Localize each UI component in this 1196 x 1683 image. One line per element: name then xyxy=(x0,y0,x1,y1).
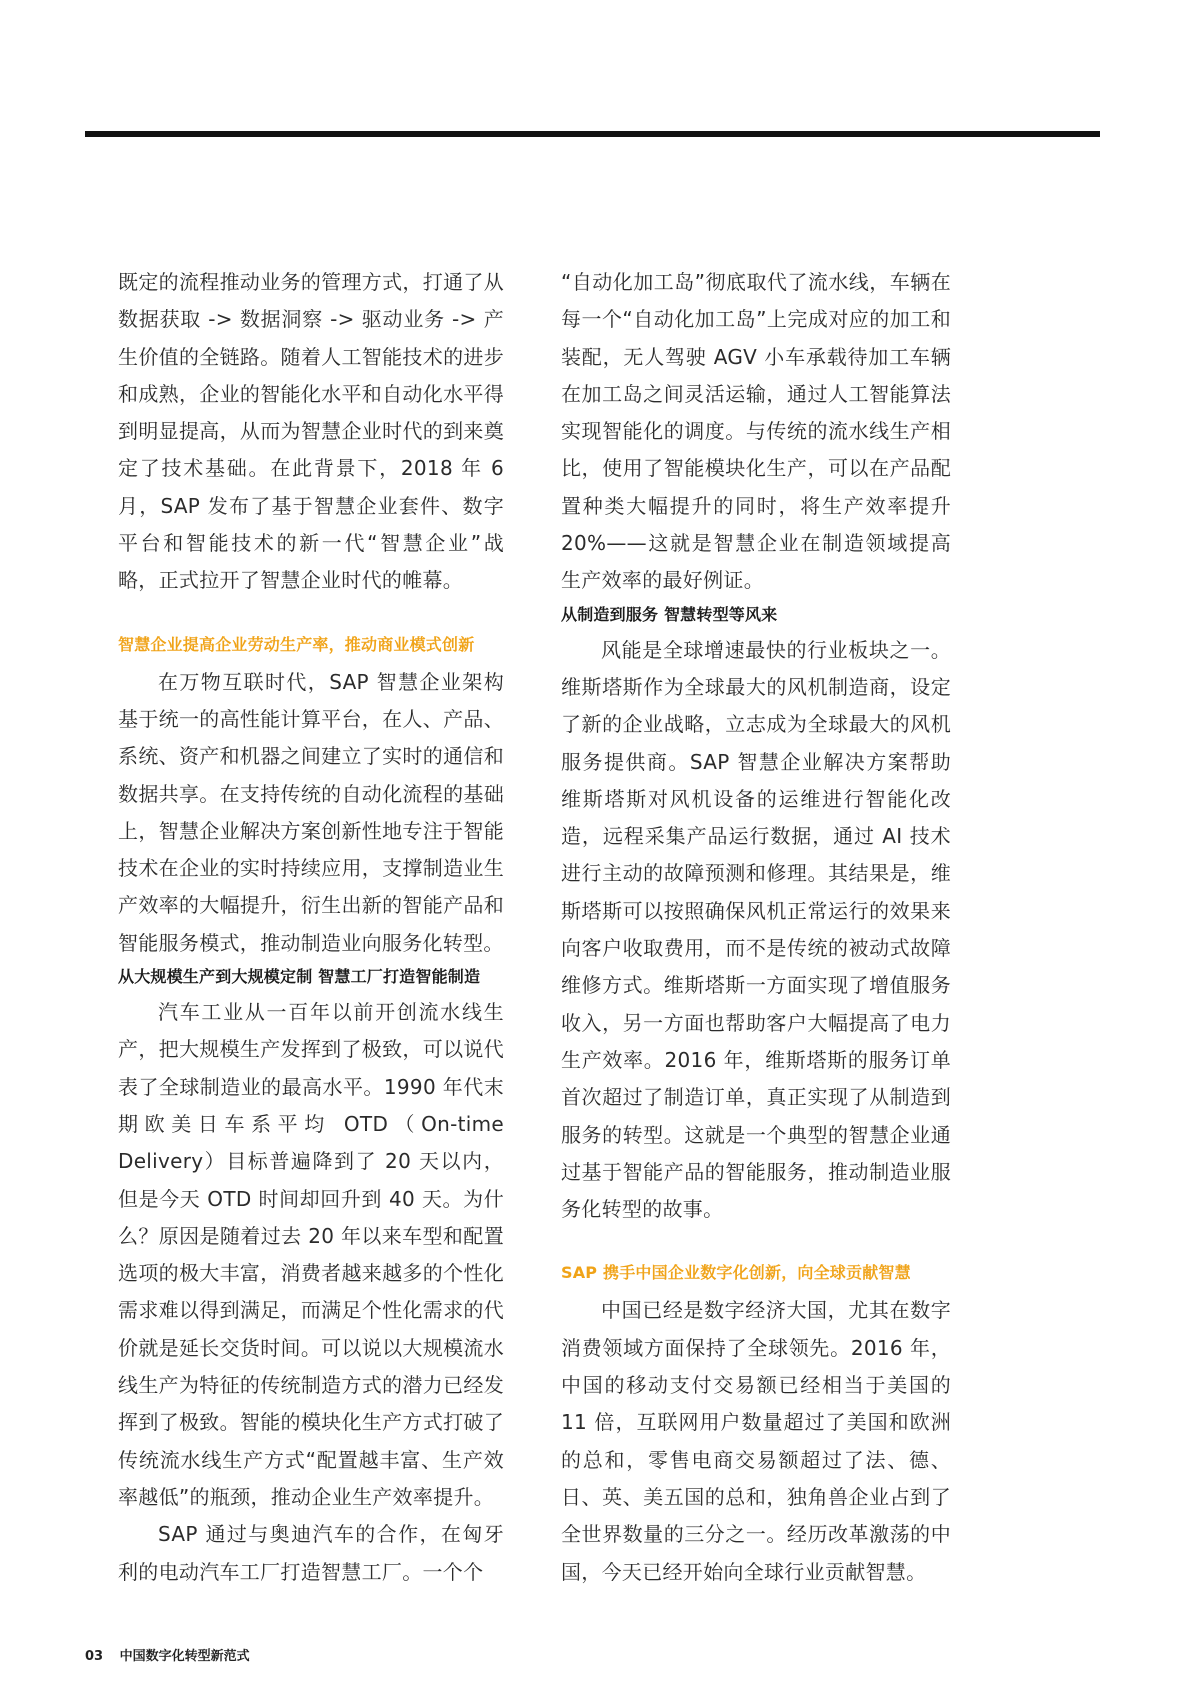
section-heading-sap-china: SAP 携手中国企业数字化创新，向全球贡献智慧 xyxy=(561,1263,911,1283)
top-rule xyxy=(85,131,1100,137)
left-paragraph-3: 汽车工业从一百年以前开创流水线生产，把大规模生产发挥到了极致，可以说代表了全球制造业的最高水平。1990 年代末期欧美日车系平均 OTD（On-time Delivery）目标普遍降到了 20 天以内，但是今天 OTD 时间却回升到 40 天。为什么？原因是随着过去 20 年以来车型和配置选项的极大丰富，消费者越来越多的个性化需求难以得到满足，而满足个性化需求的代价就是延长交货时间。可以说以大规模流水线生产为特征的传统制造方式的潜力已经发挥到了极致。智能的模块化生产方式打破了传统流水线生产方式“配置越丰富、生产效率越低”的瓶颈，推动企业生产效率提升。 xyxy=(118,1000,504,1509)
left-paragraph-4: SAP 通过与奥迪汽车的合作，在匈牙利的电动汽车工厂打造智慧工厂。一个个 xyxy=(118,1522,504,1584)
left-column xyxy=(118,264,504,1591)
right-paragraph-2: 风能是全球增速最快的行业板块之一。维斯塔斯作为全球最大的风机制造商，设定了新的企业战略，立志成为全球最大的风机服务提供商。SAP 智慧企业解决方案帮助维斯塔斯对风机设备的运维进行智能化改造，远程采集产品运行数据，通过 AI 技术进行主动的故障预测和修理。其结果是，维斯塔斯可以按照确保风机正常运行的效果来向客户收取费用，而不是传统的被动式故障维修方式。维斯塔斯一方面实现了增值服务收入，另一方面也帮助客户大幅提高了电力生产效率。2016 年，维斯塔斯的服务订单首次超过了制造订单，真正实现了从制造到服务的转型。这就是一个典型的智慧企业通过基于智能产品的智能服务，推动制造业服务化转型的故事。 xyxy=(561,637,951,1222)
publication-title: 中国数字化转型新范式 xyxy=(119,1649,250,1664)
section-heading-smart-enterprise: 智慧企业提高企业劳动生产率，推动商业模式创新 xyxy=(118,634,475,654)
page-footer xyxy=(85,1645,250,1664)
left-paragraph-1: 既定的流程推动业务的管理方式，打通了从数据获取 -> 数据洞察 -> 驱动业务 -> 产生价值的全链路。随着人工智能技术的进步和成熟，企业的智能化水平和自动化水平得到明显提高，从而为智慧企业时代的到来奠定了技术基础。在此背景下，2018 年 6 月，SAP 发布了基于智慧企业套件、数字平台和智能技术的新一代“智慧企业”战略，正式拉开了智慧企业时代的帷幕。 xyxy=(118,270,504,593)
page-number: 03 xyxy=(85,1649,104,1664)
right-paragraph-1: “自动化加工岛”彻底取代了流水线，车辆在每一个“自动化加工岛”上完成对应的加工和装配，无人驾驶 AGV 小车承载待加工车辆在加工岛之间灵活运输，通过人工智能算法实现智能化的调度。与传统的流水线生产相比，使用了智能模块化生产，可以在产品配置种类大幅提升的同时，将生产效率提升 20%——这就是智慧企业在制造领域提高生产效率的最好例证。 xyxy=(561,270,951,593)
subsection-heading-manufacturing-to-service: 从制造到服务 智慧转型等风来 xyxy=(561,604,778,624)
left-paragraph-2: 在万物互联时代，SAP 智慧企业架构基于统一的高性能计算平台，在人、产品、系统、资产和机器之间建立了实时的通信和数据共享。在支持传统的自动化流程的基础上，智慧企业解决方案创新性地专注于智能技术在企业的实时持续应用，支撑制造业生产效率的大幅提升，衍生出新的智能产品和智能服务模式，推动制造业向服务化转型。 xyxy=(118,669,504,955)
right-paragraph-3: 中国已经是数字经济大国，尤其在数字消费领域方面保持了全球领先。2016 年，中国的移动支付交易额已经相当于美国的 11 倍，互联网用户数量超过了美国和欧洲的总和，零售电商交易额超过了法、德、日、英、美五国的总和，独角兽企业占到了全世界数量的三分之一。经历改革激荡的中国，今天已经开始向全球行业贡献智慧。 xyxy=(561,1298,951,1584)
subsection-heading-mass-customization: 从大规模生产到大规模定制 智慧工厂打造智能制造 xyxy=(118,967,481,987)
right-column xyxy=(561,264,951,1591)
